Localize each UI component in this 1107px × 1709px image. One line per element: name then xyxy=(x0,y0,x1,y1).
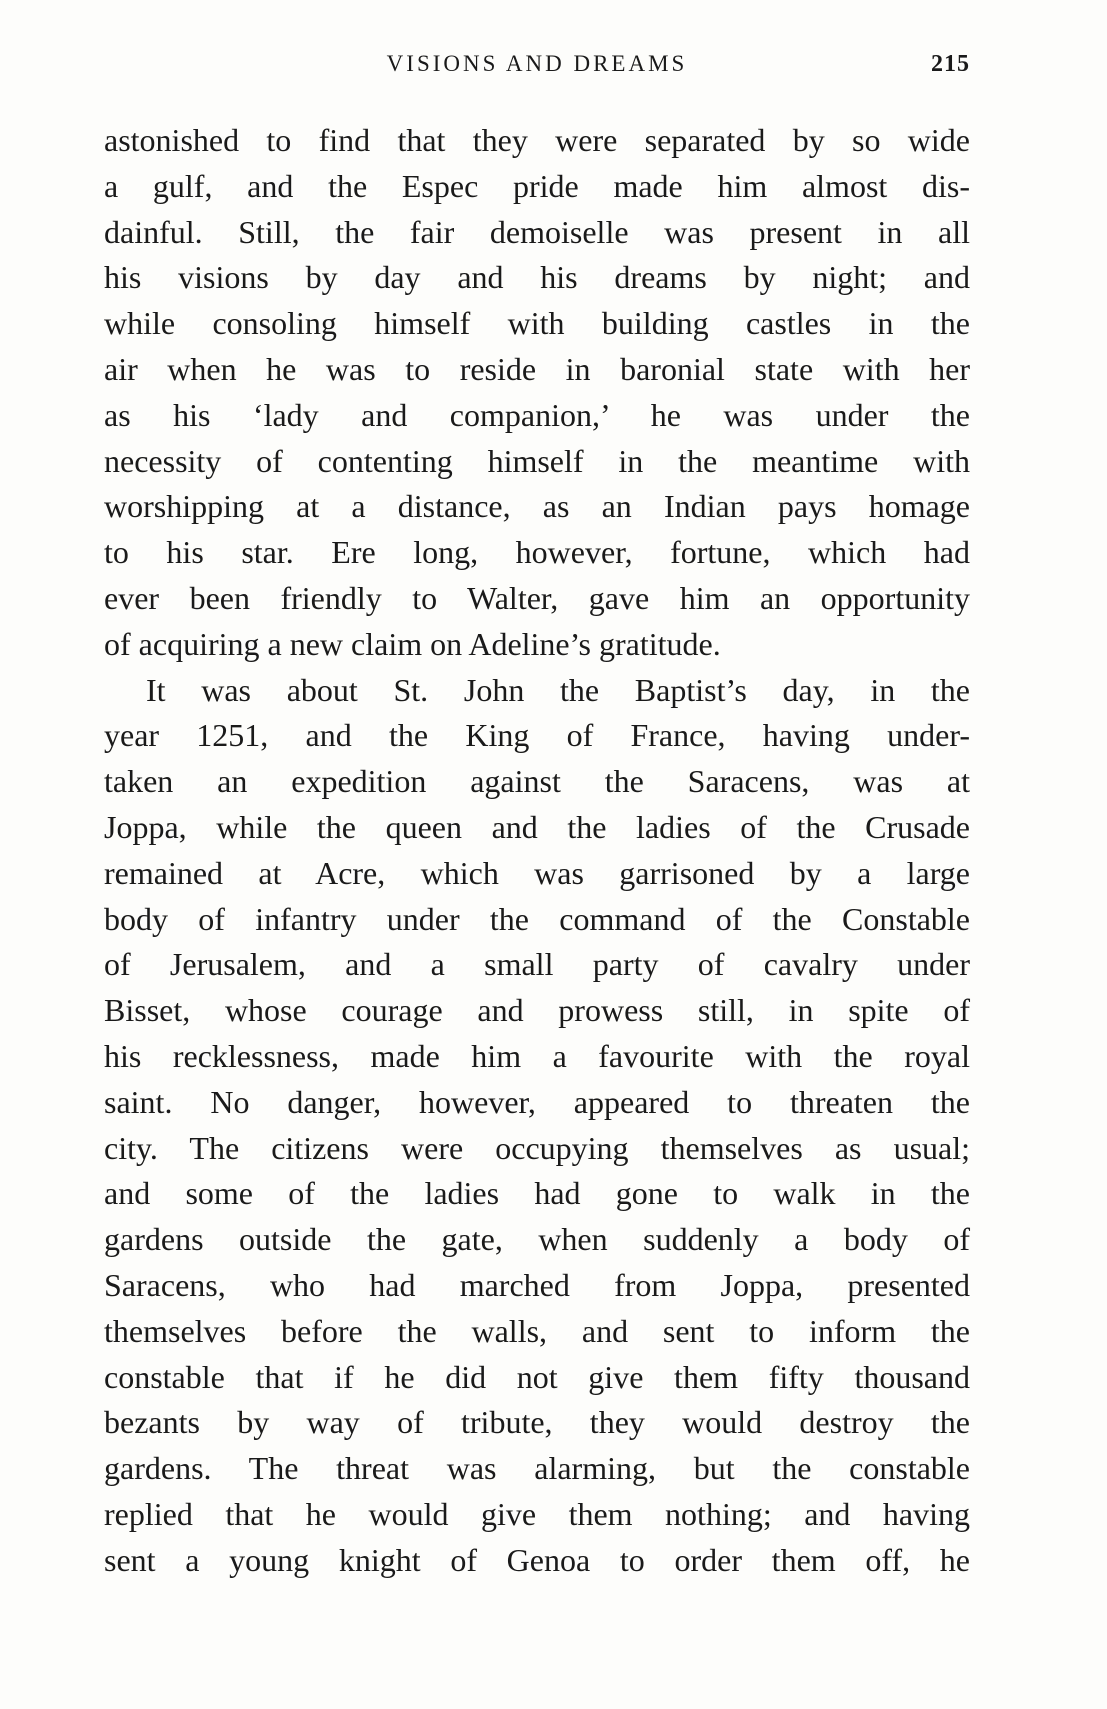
text-line: Joppa, while the queen and the ladies of the Crusade xyxy=(104,808,970,845)
text-line: themselves before the walls, and sent to inform the xyxy=(104,1312,970,1349)
text-line: and some of the ladies had gone to walk in the xyxy=(104,1175,970,1212)
text-line: to his star. Ere long, however, fortune, which had xyxy=(104,534,970,571)
text-line: It was about St. John the Baptist’s day, in the xyxy=(146,671,970,708)
text-line: constable that if he did not give them fifty thousand xyxy=(104,1358,970,1395)
text-line: as his ‘lady and companion,’ he was under the xyxy=(104,396,970,433)
page-number: 215 xyxy=(931,51,970,77)
text-line: while consoling himself with building castles in the xyxy=(104,305,970,342)
text-line: city. The citizens were occupying themselves as usual; xyxy=(104,1129,970,1166)
text-line: his recklessness, made him a favourite with the royal xyxy=(104,1037,970,1074)
text-line: necessity of contenting himself in the meantime with xyxy=(104,442,970,479)
running-head xyxy=(104,44,970,84)
text-line: saint. No danger, however, appeared to threaten the xyxy=(104,1083,970,1120)
text-line: a gulf, and the Espec pride made him almost dis- xyxy=(104,167,970,204)
text-line: remained at Acre, which was garrisoned by a large xyxy=(104,854,970,891)
text-line: gardens. The threat was alarming, but the constable xyxy=(104,1450,970,1487)
text-line: of acquiring a new claim on Adeline’s gratitude. xyxy=(104,625,721,662)
text-line: Saracens, who had marched from Joppa, presented xyxy=(104,1266,970,1303)
text-line: body of infantry under the command of the Constable xyxy=(104,900,970,937)
text-line: worshipping at a distance, as an Indian pays homage xyxy=(104,488,970,525)
text-line: year 1251, and the King of France, having under- xyxy=(104,717,970,754)
text-line: his visions by day and his dreams by night; and xyxy=(104,259,970,296)
text-line: sent a young knight of Genoa to order them off, he xyxy=(104,1541,970,1578)
text-line: replied that he would give them nothing; and having xyxy=(104,1495,970,1532)
body-text xyxy=(104,118,970,1584)
text-line: air when he was to reside in baronial state with her xyxy=(104,350,970,387)
running-title: VISIONS AND DREAMS xyxy=(386,51,688,76)
text-line: Bisset, whose courage and prowess still, in spite of xyxy=(104,992,970,1029)
text-line: ever been friendly to Walter, gave him an opportunity xyxy=(104,579,970,616)
text-line: dainful. Still, the fair demoiselle was present in all xyxy=(104,213,970,250)
text-line: astonished to find that they were separated by so wide xyxy=(104,122,970,158)
text-line: taken an expedition against the Saracens, was at xyxy=(104,763,970,800)
text-line: bezants by way of tribute, they would destroy the xyxy=(104,1404,970,1441)
text-line: of Jerusalem, and a small party of cavalry under xyxy=(104,946,970,983)
text-line: gardens outside the gate, when suddenly a body of xyxy=(104,1221,970,1258)
